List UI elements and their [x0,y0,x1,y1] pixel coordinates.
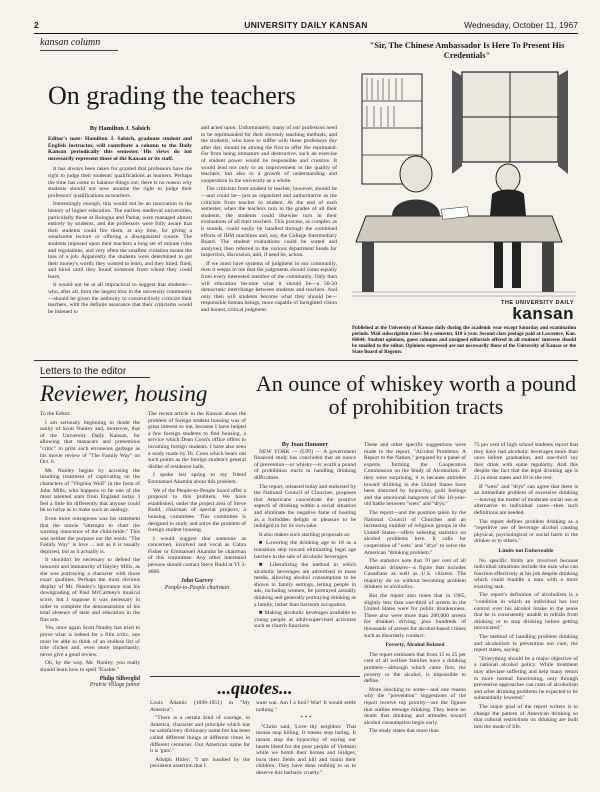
quote-separator: * * * [300,715,312,722]
paragraph: ■ Liberalizing the method in which alcoholic beverages are advertised in mass media, allowing alcohol consumption to be shown in family settings, letting people in ads, including women, be portrayed actually drinking and generally portraying drinking as a family, rather than barroom occupation. [254,562,356,608]
paragraph: The major goal of the report writers is to change the pattern of American drinking so that cultural restrictions on drinking are built into the mode of life. [474,703,578,730]
paragraph: It also makes such startling proposals as: [259,531,351,538]
nameplate-small: THE UNIVERSITY DAILY [501,300,574,306]
signature-title: People-to-People chairman [164,584,230,591]
paragraph: The report, released today and endorsed by the National Council of Churches, proposes that Americans concentrate the positive aspects of drinking within a social situation and eliminate the negative fame of booting as a forbidden delight or pleasure to be indulged in for its own sake. [254,483,356,530]
nameplate-box [424,300,574,322]
paragraph: If "wets" and "drys" can agree that there is an immediate problem of excessive drinking—leaving the matter of moderate social use as alternative to individual cases—then such definitions are needed. [474,483,578,516]
paragraph: The statistics note that 70 per cent of all American drinkers—a figure that includes Canadians as well as U.S. citizens. The majority do so without becoming problem drinkers or alcoholics. [364,558,466,591]
paragraph: These and other specific suggestions were made in the report, "Alcohol Problems: A Report to the Nation," prepared by a panel of experts forming the Cooperative Commission on the Study of Alcoholism. If they were surprising, it is because attitudes toward drinking in the United States have been distorted by hypocrisy, guilt feelings and the emotional hangover of the 18-year-old battle between "wets" and "drys." [364,442,466,508]
paragraph: Oh, by the way, Mr. Nunley, you really should learn how to spell "Enable." [40,660,140,673]
signature: John Garvey [180,578,214,585]
paragraph: I would suggest that someone as concerned, involved and vocal as Cabra Fisher or Emmanuel Akamba be chairman of this committee. Any other interested persons should contact Steve Budd at VI 3-4866. [148,535,246,575]
paragraph: It would not be at all impractical to suggest that students—who, after all, form the largest bloc in the university community—should be given the authority to constructively criticize their teachers, with the definite assurance that their criticisms would be listened to [48,282,192,315]
paragraph: But the report also notes that in 1965, slightly less than one-third of arrests in the United States were for public drunkenness. There also were more than 200,000 arrests for drunken driving, plus hundreds of thousands of arrests for alcohol-based crimes such as disorderly conduct. [364,593,466,639]
paragraph: The report estimates that from 15 to 25 per cent of all welfare families have a drinking problem—although which came first, the poverty or the alcohol, is impossible to define. [364,651,466,685]
paragraph: The study states that more than [369,728,439,735]
quotes-col-1 [150,700,250,772]
paragraph: The method of handling problem drinking and alcoholism is prevention not cure, the report states, saying: [474,634,578,654]
column-body-right [201,125,337,316]
paragraph: 75 per cent of high school students report that they have had alcoholic beverages more than once before graduation, and one-third say they drink with some regularity. And this despite the fact that the legal drinking age is 21 in most states and 18 in the rest. [474,442,578,481]
masthead [34,20,578,34]
salutation: To the Editor: [40,411,71,417]
quotes-col-2 [256,700,356,779]
paragraph: I spoke last spring to my friend Emmanuel Akamba about this problem. [148,472,246,485]
whiskey-col-3 [474,442,578,732]
signature: Philip Silberglid [99,675,140,682]
letter-two [148,411,246,591]
whiskey-headline: An ounce of whiskey worth a pound of prohibition tracts [255,371,577,419]
quote: "There is a certain kind of courage, in America, character and principle which has no satisfactory dictionary name but has been called different things at different times in different centuries. Our American name for it is 'guts'." [150,715,250,755]
issue-date: Wednesday, October 11, 1967 [464,20,578,30]
paragraph: If we must have systems of judgment in our community, then it seems to me that the judgments should come equally from every interested member of the community. Only then will education become what it should be—a 50-50 democratic interchange between students and teachers. And only then will students become what they should be—responsible human beings, more capable of farsighted vision and honest, critical judgment. [201,260,337,314]
column-byline: By Hamilton J. Salsich [89,125,151,132]
publication-info: Published at the University of Kansas daily during the academic year except Saturday and examination periods. Mail subscription rates: $4 a semester, $10 a year. Second class postage paid at Lawrence, Kan. 66044. Student opinions, guest columns and unsigned editorials offered in all students' interests should be emailed to the editor. Opinions expressed are not necessarily those of the University of Kansas or the State Board of Regents. [352,326,576,355]
letter-one [40,411,140,689]
column-body-left [48,166,192,315]
paragraph: NEW YORK — (UPI) — A government financed study has concluded that an ounce of prevention—or whisky—is worth a pound of prohibition tracts in handling drinking difficulties. [254,448,356,481]
paragraph: No specific limits are involved because individual situations include the man who can function effectively at his job despite drinking which could muddle a man with a more exacting task. [474,557,578,590]
paragraph: More shocking to some—and one reason why the "prevention" suggestions of the report receive top priority—are the figures that outline teenage drinking. They leave no doubt that drinking and attitudes toward alcohol consumption begin early. [364,686,466,726]
paragraph: Interestingly enough, this would not be an innovation in the history of higher education. The earliest medieval universities, particularly those at Bologna and Padua, were managed almost entirely by students, and the professors were fully aware that their students could fire them, at any time, for giving a wearisome lecture or offering a disorganized course. The students imposed upon their teachers a long set of minute rules and regulations, and very often the smallest violation meant the loss of a job. Apparently the students were determined to get their money's worth; they wanted to learn, and they hired, fired, and hired until they found someone from whom they could learn. [48,201,192,280]
cartoon-drawing-icon [352,66,576,298]
quote: "Christ said, 'Love thy neighbor.' That means stop killing. It means stop hating. It means stop the hypocrisy of saying our hearts bleed for the poor people of Vietnam while we bomb their homes and bridges, burn their fields and kill and maim their children. They have done nothing to us to deserve this barbaric cruelty." [256,723,356,776]
whiskey-byline: By Joan Hanauer [281,441,329,448]
paragraph: "Everything should be a major objective of a national alcohol policy. While treatment may alleviate suffering and help many return to more normal functioning, only through preventive approaches can rates of alcoholism and other drinking problems be expected to be substantially lowered." [474,655,578,702]
paragraph: The report defines problem drinking as a "repetitive use of beverage alcohol causing physical, psychological or social harm to the drinker or to others." [474,518,578,545]
paragraph: ■ Lowering the drinking age to 18 as a transition step toward eliminating legal age barriers in the sale of alcoholic beverages. [254,540,356,560]
whiskey-col-2 [364,442,466,737]
paragraph: The criticism from student to teacher, however, should be—and could be—just as organized and authoritative as the criticism from teacher to student. At the end of each semester, when the teachers turn in the grades of all their students, the students could likewise turn in their evaluations of all their teachers. This process, as complex as it sounds, could easily be handled through the combined efforts of IBM machines and, say, the College Intermediary Board. The student evaluations could be sorted and analyzed, then referred to the various department heads for inspection, discussion, and, if need be, action. [201,186,337,259]
paragraph: Mr. Nunley begins by accusing the insulting treatment of captivating on the characters of "Virginia Wolf" in the form of John Mills, who happens to be one of the most talented stars from England today. I feel a little bit differently that anyone could be so naive as to make such an analogy. [40,467,140,514]
quote: Louis Adamic (1899-1951) in "My America": [150,700,250,713]
letters-headline: Reviewer, housing [40,381,208,406]
page-number: 2 [34,20,39,30]
quote: Adolph Hitler: "I am insulted by the persistent assertion that I [150,756,250,770]
quotes-rule [150,676,360,677]
section-divider [34,360,578,361]
column-label-rule [40,50,118,51]
paragraph: It shouldn't be necessary to defend the innocent and immaturity of Hayley Mills, as she was portraying a character with those exact qualities. Perhaps the most obvious display of Mr. Nunley's ignorance was his downgrading of Paul McCartney's musical score, but I suppose it was necessary in order to complete the demonstration of his total absence of taste and education in the fine arts. [40,557,140,623]
cartoon-caption: "Sir, The Chinese Ambassador Is Here To Present His Credentials" [369,40,565,60]
column-label: kansan column [40,37,101,48]
paragraph: I am seriously beginning to doubt the sanity of Scott Nunley and, moreover, that of the University Daily Kansan, for allowing that manacars and pretentious "critic" to print such erroneous garbage as his movie review of "The Family Way" on Oct. 6. [40,419,140,466]
column-headline: On grading the teachers [48,81,296,110]
quotes-title: ...quotes... [217,678,293,698]
paragraph: Yes, once again Scott Nunley has tried to prove what is indeed for a film critic, one must be able to think of an endless list of trite cliches and, even more importantly, never give a good review. [40,625,140,658]
paragraph: We of the People-to-People board offer a proposal to this problem. We have established, under the project area of Steve Budd, chairman of special projects, a housing committee. This committee is designed to study and solve the problem of foreign student housing. [148,487,246,534]
paragraph: ■ Making alcoholic beverages available to young people at adult-supervised activities such as church functions. [254,610,356,630]
nameplate: kansan [512,304,574,323]
editorial-cartoon [352,66,576,298]
signature-title: Prairie Village junior [89,682,140,689]
subhead: Limits not Enforceable [498,547,554,554]
paper-name: UNIVERSITY DAILY KANSAN [244,20,368,30]
paragraph: The report—and the position taken by the National Council of Churches and an increasing number of religious groups in the United States—offers sobering statistics on alcohol problems here. It calls for cooperation of "wets" and "drys" to solve the American "drinking problem." [364,509,466,556]
masthead-rule [34,33,578,34]
quote: want war. Am I a fool? War! It would settle nothing." [256,700,356,713]
paragraph: It has always been taken for granted that professors have the right to judge their students' qualifications as learners. Perhaps the time has come to balance things out; there is no reason why students should not now assume the right to judge their professors' qualifications as teachers. [48,166,192,199]
letters-label: Letters to the editor [40,366,150,378]
paragraph: Even more outrageous was his statement that the movie "attempts to chart the warning innocence of the child-bride." This was neither the purpose nor the result. "The Family Way" is love ... not as it is usually depicted, but as it actually is. [40,515,140,555]
subhead: Poverty, Alcohol Related [385,642,445,649]
editor-note: Editor's note: Hamilton J. Salsich, graduate student and English instructor, will contribute a column to the Daily Kansan periodically this semester. His views do not necessarily represent those of the Kansan or its staff. [48,136,192,162]
whiskey-col-1 [254,442,356,632]
paragraph: and acted upon. Unfortunately, many of our professors need to be reprimanded for their slovenly teaching methods, and the students, who have to suffer with these professors day after day, should be among the first to offer the reprimand. Far from being immature and destructive, such an exercise of student power would be responsible and creative. It would lead not only to an improvement in the quality of teachers, but also to a growth of understanding and cooperation in the university as a whole. [201,125,337,184]
paragraph: The report's definition of alcoholism is a "condition in which an individual has lost control over his alcohol intake in the sense that he is consistently unable to refrain from drinking or to stop drinking before getting intoxicated." [474,592,578,632]
paragraph: The recent article in the Kansan about the problem of foreign student housing was of great interest to me, because I have helped a few foreign students to find housing, a service which Dean Coon's office offers to incoming foreign students. I have also seen a study made by Dr. Coon which bears out such points as the foreign student's general dislike of residence halls. [148,411,246,470]
